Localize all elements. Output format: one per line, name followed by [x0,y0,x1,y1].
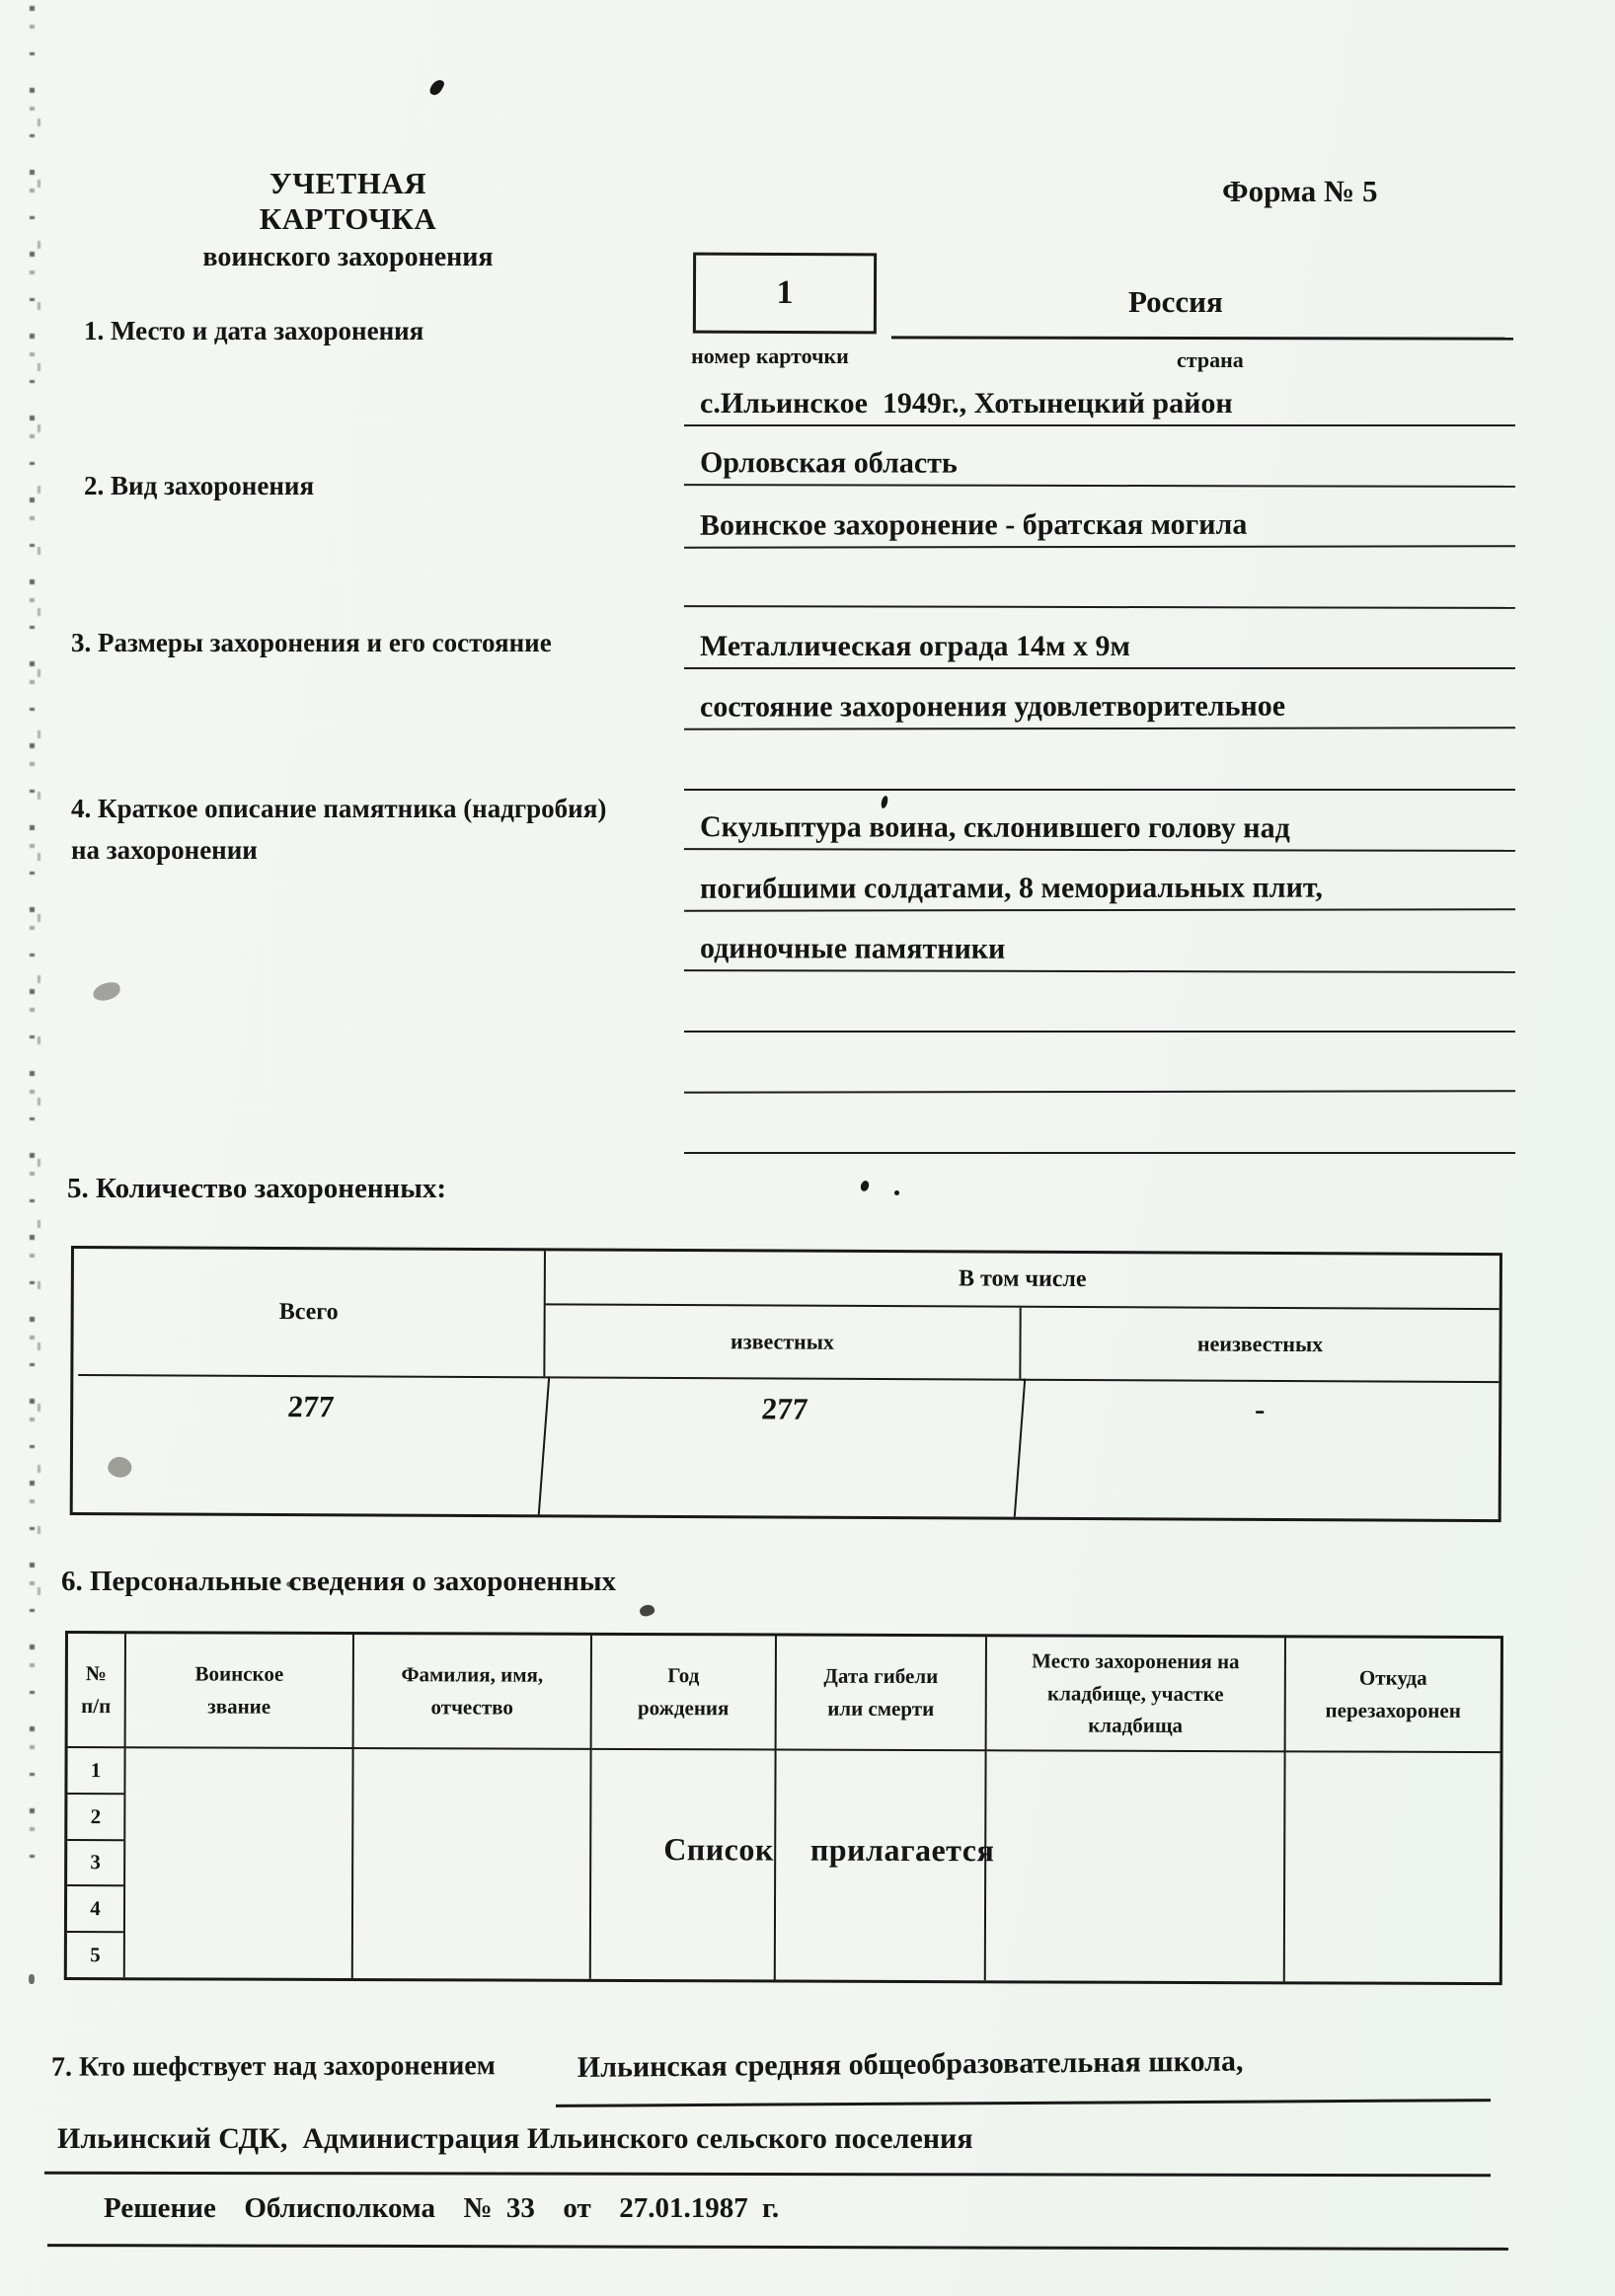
ink-speck [29,1974,35,1984]
fill-line-10: одиночные памятники [684,911,1515,973]
scan-edge-marks [30,6,35,1862]
field-label-place-date: 1. Место и дата захоронения [84,316,424,345]
fill-line-4 [684,547,1515,609]
decision-underline [47,2244,1508,2251]
column-header-total: Всего [73,1249,546,1376]
column-header-known: известных [545,1305,1021,1378]
form-title: УЧЕТНАЯ КАРТОЧКА [259,166,437,236]
empty-body-cell-name [353,1749,592,1979]
field-label-monument-line1: 4. Краткое описание памятника (надгробия) [71,794,607,823]
column-header-full-name: Фамилия, имя, отчество [354,1635,592,1750]
card-number-value: 1 [776,273,794,312]
fill-line-2: Орловская область [684,426,1515,489]
known-buried-value: 277 [540,1376,1026,1516]
field-label-burial-type: 2. Вид захоронения [84,471,315,500]
patronage-value-line1: Ильинская средняя общеобразовательная школа, [577,2044,1244,2084]
total-buried-value: 277 [68,1374,550,1514]
column-header-including: В том числе [546,1251,1500,1310]
country-underline [891,336,1513,340]
ink-speck [859,1180,870,1192]
row-number-1: 1 [67,1748,123,1795]
fill-lines-block [684,366,1515,1154]
patronage-underline-2 [44,2172,1491,2178]
column-header-military-rank: Воинское звание [126,1634,354,1749]
form-subtitle: воинского захоронения [202,242,494,272]
column-header-burial-place: Место захоронения на кладбище, участке кладбища [987,1637,1286,1752]
row-number-2: 2 [67,1795,123,1841]
ink-speck [428,77,446,97]
section-label-personal-info: 6. Персональные сведения о захороненных [61,1566,616,1597]
card-number-box [693,253,877,335]
decision-value: Решение Облисполкома № 33 от 27.01.1987 г. [104,2192,780,2224]
row-number-5: 5 [90,1943,101,1967]
form-title-block [183,166,513,273]
column-header-birth-year: Год рождения [592,1636,777,1751]
empty-body-cell-reburied-from [1285,1752,1500,1982]
fill-line-12 [684,1033,1515,1095]
form-number-label: Форма № 5 [1222,174,1378,208]
fill-line-5: Металлическая ограда 14м х 9м [684,609,1515,669]
fill-line-8: Скульптура воина, склонившего голову над [684,790,1515,852]
empty-body-cell-rank [125,1748,354,1978]
section-label-patronage: 7. Кто шефствует над захоронением [50,2050,496,2083]
field-label-monument [71,789,723,872]
fill-line-11 [684,972,1515,1033]
column-header-reburied-from: Откуда перезахоронен [1286,1638,1500,1753]
fill-line-13 [684,1094,1515,1154]
unknown-buried-value: - [1021,1379,1500,1519]
row-number-column [67,1748,126,1977]
ink-smudge [92,980,122,1002]
personal-info-table [64,1631,1503,1985]
column-header-row-number: № п/п [68,1634,126,1748]
section-label-burial-count: 5. Количество захороненных: [67,1173,447,1204]
column-header-unknown: неизвестных [1196,1331,1324,1357]
ink-smudge [639,1603,656,1618]
row-number-3: 3 [67,1841,123,1887]
fill-line-6: состояние захоронения удовлетворительное [684,668,1515,730]
fill-line-9: погибшими солдатами, 8 мемориальных плит, [684,850,1515,912]
patronage-underline-1 [556,2099,1491,2107]
row-number-cells [67,1748,124,1977]
patronage-value-line2: Ильинский СДК, Администрация Ильинского сельского поселения [57,2122,973,2155]
country-caption: страна [1177,347,1244,372]
field-label-size-condition: 3. Размеры захоронения и его состояние [71,628,552,657]
country-value: Россия [1128,284,1223,319]
list-attached-note: Список прилагается [663,1831,995,1869]
fill-line-3: Воинское захоронение - братская могила [684,487,1515,549]
fill-line-1: с.Ильинское 1949г., Хотынецкий район [684,366,1515,426]
ink-speck [894,1190,899,1195]
burial-count-table [70,1246,1502,1522]
scan-edge-marks-secondary [38,118,40,1599]
row-number-4: 4 [67,1886,123,1933]
field-label-monument-line2: на захоронении [71,834,258,865]
column-header-death-date: Дата гибели или смерти [777,1637,987,1752]
fill-line-7 [684,729,1515,790]
empty-body-cell-burial-place [986,1751,1286,1981]
card-number-caption: номер карточки [691,344,849,368]
